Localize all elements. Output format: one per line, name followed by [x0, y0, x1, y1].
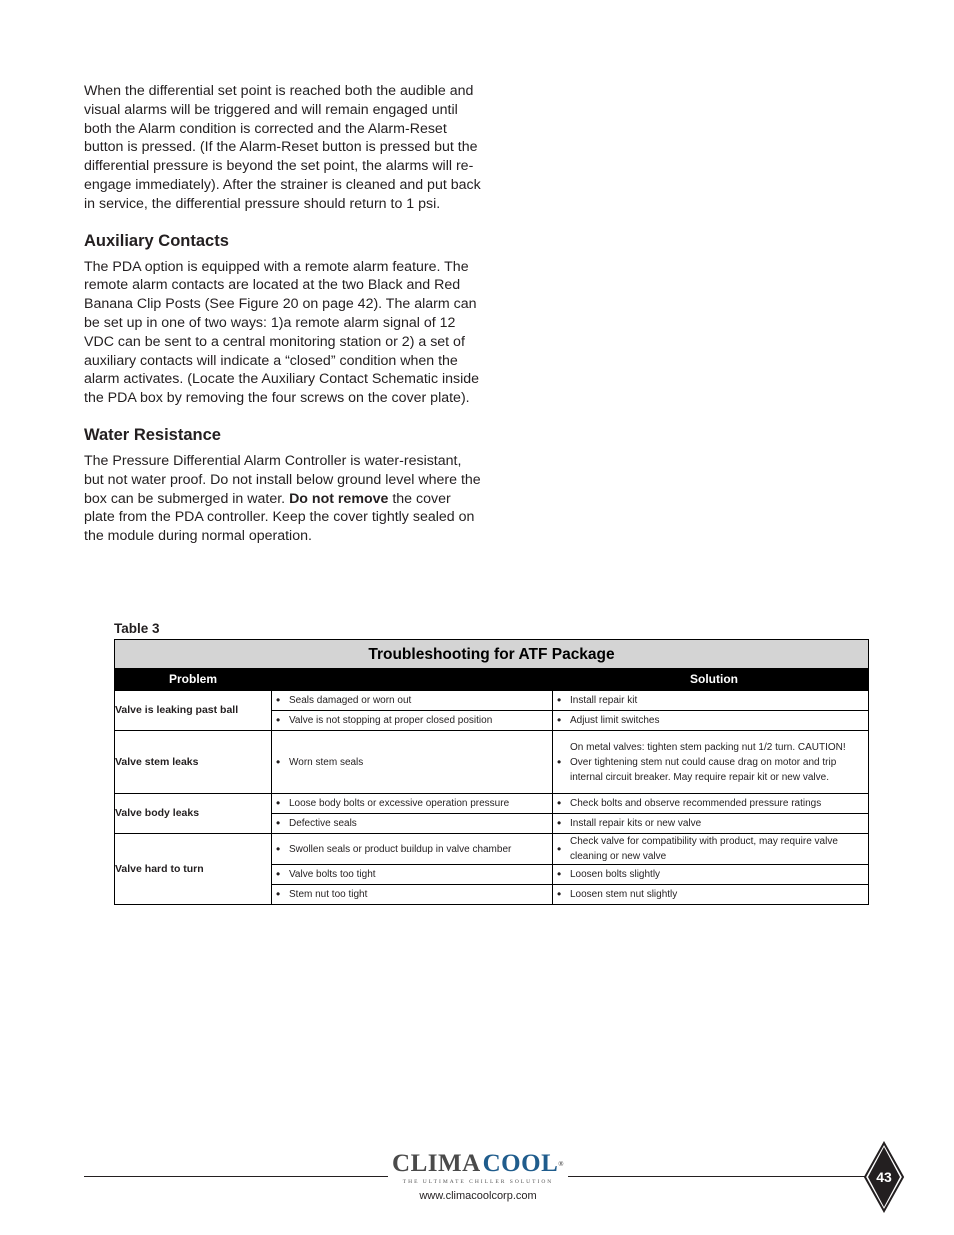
body-column	[84, 82, 484, 546]
bullet-icon: •	[276, 754, 281, 769]
cause-cell-text: Defective seals	[289, 818, 357, 829]
bullet-icon: •	[276, 693, 281, 707]
footer-url: www.climacoolcorp.com	[419, 1190, 537, 1202]
climacool-logo	[392, 1150, 564, 1190]
problem-cell: Valve body leaks	[115, 794, 272, 834]
table-row	[115, 794, 869, 814]
bullet-icon: •	[557, 816, 562, 830]
table-row	[115, 731, 869, 794]
solution-cell	[553, 834, 869, 865]
solution-cell-text: Install repair kits or new valve	[570, 818, 702, 829]
solution-cell-text: Check valve for compatibility with product, may require valve cleaning or new valve	[570, 836, 838, 862]
footer-rule-right	[568, 1176, 868, 1177]
water-warning: Do not remove	[289, 490, 389, 507]
bullet-icon: •	[557, 693, 562, 707]
water-paragraph	[84, 452, 484, 546]
solution-cell	[553, 691, 869, 711]
cause-cell	[272, 865, 553, 885]
solution-cell	[553, 794, 869, 814]
bullet-icon: •	[557, 713, 562, 727]
cause-cell-text: Swollen seals or product buildup in valve chamber	[289, 843, 512, 855]
problem-cell: Valve is leaking past ball	[115, 691, 272, 731]
logo-tagline: THE ULTIMATE CHILLER SOLUTION	[402, 1179, 554, 1185]
cause-cell	[272, 814, 553, 834]
cause-cell	[272, 711, 553, 731]
logo-clima: CLIMA	[392, 1150, 481, 1177]
problem-cell: Valve stem leaks	[115, 731, 272, 794]
table-label: Table 3	[114, 621, 160, 636]
cause-cell	[272, 885, 553, 905]
auxiliary-heading: Auxiliary Contacts	[84, 231, 229, 250]
page-number: 43	[876, 1169, 892, 1185]
logo-cool: COOL	[482, 1150, 559, 1177]
solution-cell-text: Loosen stem nut slightly	[570, 889, 678, 900]
cause-cell	[272, 834, 553, 865]
table-row	[115, 691, 869, 711]
solution-cell-text: Install repair kit	[570, 695, 638, 706]
cause-cell	[272, 794, 553, 814]
cause-cell-text: Valve is not stopping at proper closed position	[289, 715, 493, 726]
bullet-icon: •	[276, 867, 281, 881]
water-text-2: the cover plate from the PDA controller. Keep the cover tightly sealed on the module during normal operation.	[84, 490, 475, 545]
solution-cell-text: Adjust limit switches	[570, 715, 660, 726]
problem-header: Problem	[115, 669, 272, 691]
cause-cell-text: Valve bolts too tight	[289, 869, 376, 880]
cause-cell-text: Worn stem seals	[289, 756, 364, 768]
bullet-icon: •	[276, 887, 281, 901]
table-body	[115, 691, 869, 905]
solution-cell	[553, 711, 869, 731]
cause-cell	[272, 691, 553, 711]
water-text-1: The Pressure Differential Alarm Controller is water-resistant, but not water proof. Do not install below ground level where the box can be submerged in water.	[84, 452, 481, 507]
auxiliary-paragraph: The PDA option is equipped with a remote alarm feature. The remote alarm contacts are located at the two Black and Red Banana Clip Posts (See Figure 20 on page 42). The alarm can be set up in one of two ways: 1)a remote alarm signal of 12 VDC can be sent to a central monitoring station or 2) a set of auxiliary contacts will indicate a “closed” condition when the alarm activates. (Locate the Auxiliary Contact Schematic inside the PDA box by removing the four screws on the cover plate).	[84, 258, 480, 407]
bullet-icon: •	[557, 754, 562, 769]
water-heading: Water Resistance	[84, 425, 221, 444]
footer-rule-left	[84, 1176, 388, 1177]
bullet-icon: •	[276, 713, 281, 727]
solution-cell-text: Loosen bolts slightly	[570, 869, 661, 880]
solution-cell	[553, 885, 869, 905]
solution-cell	[553, 731, 869, 794]
table-title: Troubleshooting for ATF Package	[115, 640, 869, 669]
bullet-icon: •	[276, 816, 281, 830]
problem-cell: Valve hard to turn	[115, 834, 272, 905]
bullet-icon: •	[557, 841, 562, 856]
solution-cell-text: On metal valves: tighten stem packing nut 1/2 turn. CAUTION! Over tightening stem nut could cause drag on motor and trip internal circuit breaker. May require repair kit or new valve.	[570, 741, 846, 783]
solution-cell	[553, 865, 869, 885]
bullet-icon: •	[276, 796, 281, 810]
solution-cell-text: Check bolts and observe recommended pressure ratings	[570, 798, 822, 809]
table-row	[115, 834, 869, 865]
bullet-icon: •	[557, 867, 562, 881]
solution-header: Solution	[272, 669, 869, 691]
bullet-icon: •	[557, 796, 562, 810]
solution-cell	[553, 814, 869, 834]
registered-mark: ®	[558, 1160, 564, 1168]
intro-paragraph: When the differential set point is reached both the audible and visual alarms will be triggered and will remain engaged until both the Alarm condition is corrected and the Alarm-Reset button is pressed. (If the Alarm-Reset button is pressed but the differential pressure is beyond the set point, the alarms will re-engage immediately). After the strainer is cleaned and put back in service, the differential pressure should return to 1 psi.	[84, 83, 481, 212]
bullet-icon: •	[557, 887, 562, 901]
cause-cell	[272, 731, 553, 794]
troubleshooting-table	[114, 639, 869, 905]
cause-cell-text: Stem nut too tight	[289, 889, 368, 900]
page-number-badge	[863, 1141, 905, 1213]
bullet-icon: •	[276, 841, 281, 856]
cause-cell-text: Loose body bolts or excessive operation pressure	[289, 798, 510, 809]
cause-cell-text: Seals damaged or worn out	[289, 695, 412, 706]
